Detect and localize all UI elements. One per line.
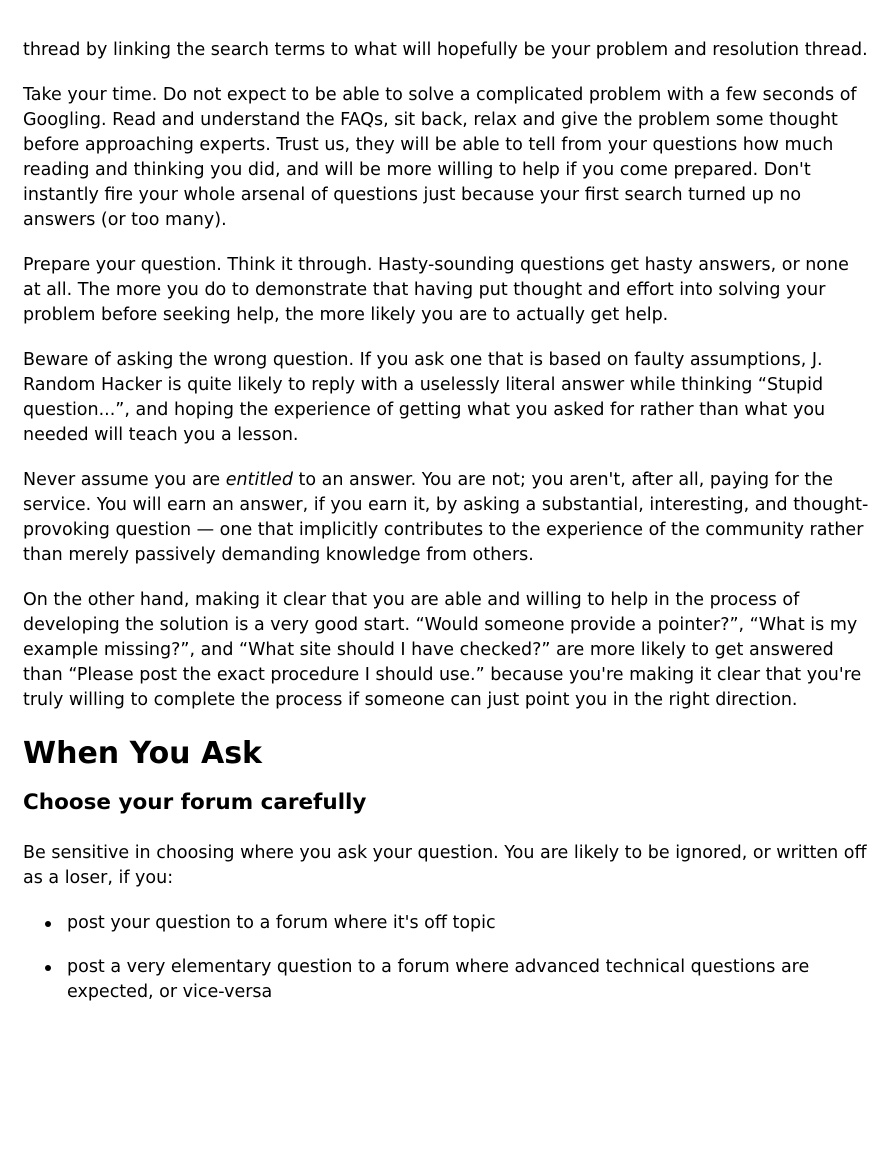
subsection-heading: Choose your forum carefully	[23, 790, 367, 815]
paragraph-not-entitled-start: Never assume you are	[23, 470, 226, 490]
paragraph-search-thread: thread by linking the search terms to what will hopefully be your problem and resolution thread.	[23, 40, 868, 60]
paragraph-not-entitled-end: to an answer. You are not; you aren't, after all, paying for the service. You will earn an answer, if you earn it, by asking a substantial, interesting, and thought-provoking question — one that implicitly contributes to the experience of the community rather than merely passively demanding knowledge from others.	[23, 470, 869, 565]
list-item-text: post a very elementary question to a forum where advanced technical questions are expected, or vice-versa	[67, 957, 810, 1002]
bullet-icon	[45, 921, 51, 927]
emphasis-entitled: entitled	[225, 470, 293, 490]
bullet-list	[23, 911, 871, 1005]
paragraph-not-entitled	[23, 468, 871, 568]
list-item	[23, 955, 871, 1005]
section-heading: When You Ask	[23, 736, 263, 771]
list-item	[23, 911, 871, 936]
bullet-icon	[45, 965, 51, 971]
list-item-text: post your question to a forum where it's off topic	[67, 913, 496, 933]
paragraph-willing-to-help: On the other hand, making it clear that you are able and willing to help in the process of developing the solution is a very good start. “Would someone provide a pointer?”, “What is my example missing?”, and “What site should I have checked?” are more likely to get answered than “Please post the exact procedure I should use.” because you're making it clear that you're truly willing to complete the process if someone can just point you in the right direction.	[23, 590, 862, 710]
paragraph-wrong-question: Beware of asking the wrong question. If you ask one that is based on faulty assumptions, J. Random Hacker is quite likely to reply with a uselessly literal answer while thinking “Stupid question...”, and hoping the experience of getting what you asked for rather than what you needed will teach you a lesson.	[23, 350, 826, 445]
paragraph-prepare-question: Prepare your question. Think it through. Hasty-sounding questions get hasty answers, or none at all. The more you do to demonstrate that having put thought and effort into solving your problem before seeking help, the more likely you are to actually get help.	[23, 255, 849, 325]
paragraph-take-your-time: Take your time. Do not expect to be able to solve a complicated problem with a few seconds of Googling. Read and understand the FAQs, sit back, relax and give the problem some thought before approaching experts. Trust us, they will be able to tell from your questions how much reading and thinking you did, and will be more willing to help if you come prepared. Don't instantly fire your whole arsenal of questions just because your first search turned up no answers (or too many).	[23, 85, 857, 230]
paragraph-forum-intro: Be sensitive in choosing where you ask your question. You are likely to be ignored, or written off as a loser, if you:	[23, 843, 867, 888]
